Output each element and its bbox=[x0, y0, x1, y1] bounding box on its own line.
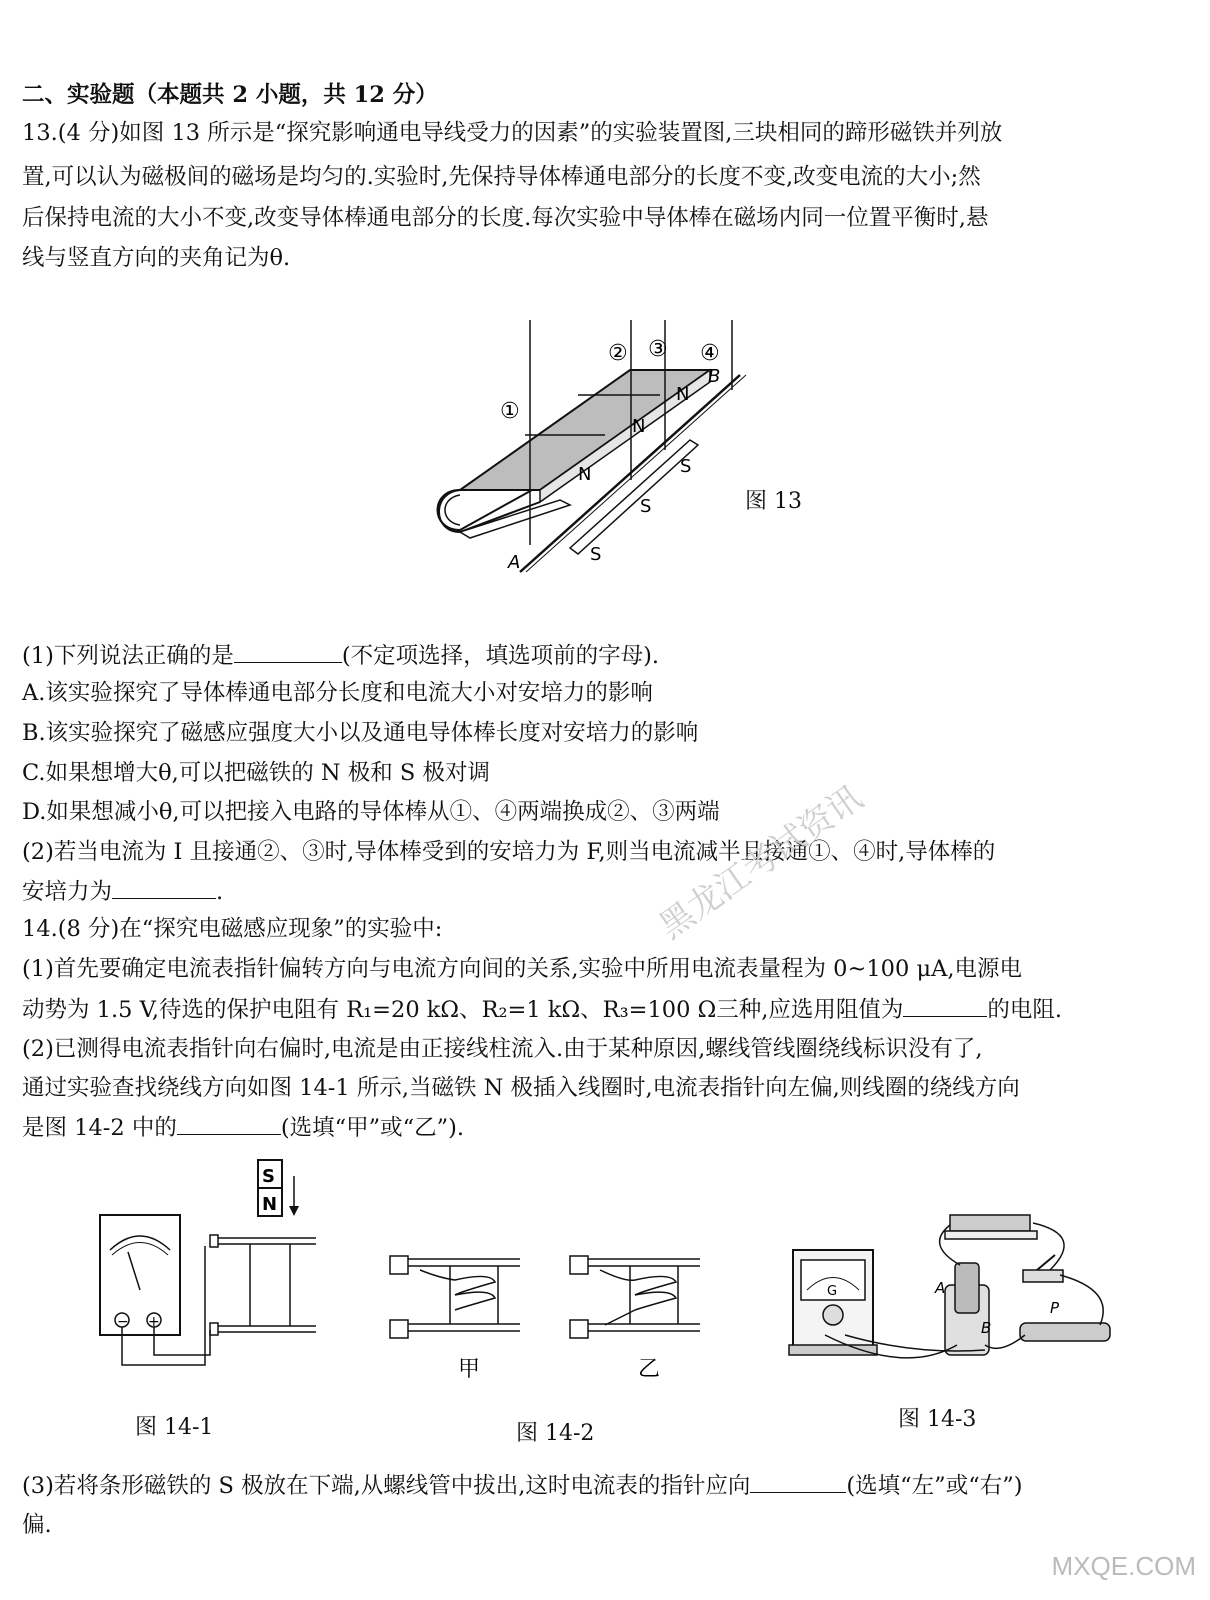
q13-option-a: A.该实验探究了导体棒通电部分长度和电流大小对安培力的影响 bbox=[22, 680, 653, 706]
figure-14-2-diagram bbox=[380, 1240, 710, 1390]
q14-sub2-suffix: (选填“甲”或“乙”). bbox=[280, 1115, 465, 1141]
q13-sub1-prefix: (1)下列说法正确的是 bbox=[22, 643, 234, 669]
answer-blank-13-1[interactable] bbox=[234, 640, 342, 663]
q14-sub1-suffix: 的电阻. bbox=[987, 997, 1063, 1023]
fig14-1-plus: + bbox=[148, 1314, 160, 1330]
answer-blank-13-2[interactable] bbox=[112, 876, 216, 899]
q14-sub1-line-1: (1)首先要确定电流表指针偏转方向与电流方向间的关系,实验中所用电流表量程为 0~100 μA,电源电 bbox=[22, 956, 1022, 982]
q13-line-2: 置,可以认为磁极间的磁场是均匀的.实验时,先保持导体棒通电部分的长度不变,改变电流的大小;然 bbox=[22, 164, 981, 190]
fig13-label-S1: S bbox=[590, 544, 602, 565]
figure-14-1-diagram bbox=[90, 1150, 330, 1380]
figure-14-3-caption: 图 14-3 bbox=[898, 1407, 977, 1432]
watermark-text: 黑龙江考试资讯 bbox=[652, 777, 870, 948]
q14-sub3-prefix: (3)若将条形磁铁的 S 极放在下端,从螺线管中拔出,这时电流表的指针应向 bbox=[22, 1473, 751, 1499]
fig13-label-one: ① bbox=[500, 399, 520, 424]
fig13-label-N3: N bbox=[676, 384, 690, 405]
fig14-2-jia: 甲 bbox=[458, 1357, 481, 1382]
fig13-label-N1: N bbox=[578, 464, 592, 485]
q13-option-b: B.该实验探究了磁感应强度大小以及通电导体棒长度对安培力的影响 bbox=[22, 720, 699, 746]
q14-sub2-line-3 bbox=[22, 1112, 464, 1143]
fig13-label-four: ④ bbox=[700, 341, 720, 366]
answer-blank-14-3[interactable] bbox=[750, 1470, 846, 1493]
q14-sub3-line-1 bbox=[22, 1470, 1022, 1501]
q14-sub3-suffix: (选填“左”或“右”) bbox=[846, 1473, 1023, 1499]
q14-sub1-line-2 bbox=[22, 994, 1062, 1025]
fig14-3-B: B bbox=[981, 1319, 992, 1337]
section-title: 二、实验题（本题共 2 小题，共 12 分） bbox=[22, 82, 438, 108]
figure-13-diagram bbox=[420, 320, 750, 580]
footer-logo: MXQE.COM bbox=[1051, 1551, 1196, 1581]
q14-intro: 14.(8 分)在“探究电磁感应现象”的实验中: bbox=[22, 916, 443, 942]
answer-blank-14-1[interactable] bbox=[903, 994, 987, 1017]
q13-line-3: 后保持电流的大小不变,改变导体棒通电部分的长度.每次实验中导体棒在磁场内同一位置平衡时,悬 bbox=[22, 205, 989, 231]
fig13-label-S3: S bbox=[680, 456, 692, 477]
q13-sub2-suffix: . bbox=[216, 879, 224, 905]
q13-sub1-suffix: (不定项选择，填选项前的字母). bbox=[341, 643, 660, 669]
q13-option-d: D.如果想减小θ,可以把接入电路的导体棒从①、④两端换成②、③两端 bbox=[22, 799, 720, 825]
fig14-2-yi: 乙 bbox=[638, 1357, 661, 1382]
fig13-label-N2: N bbox=[632, 416, 646, 437]
fig13-label-S2: S bbox=[640, 496, 652, 517]
q14-sub3-line-2: 偏. bbox=[22, 1512, 52, 1538]
q13-line-4: 线与竖直方向的夹角记为θ. bbox=[22, 245, 291, 271]
answer-blank-14-2[interactable] bbox=[177, 1112, 281, 1135]
fig13-label-two: ② bbox=[608, 341, 628, 366]
figure-14-2-caption: 图 14-2 bbox=[516, 1421, 595, 1446]
figure-13-caption: 图 13 bbox=[745, 489, 802, 514]
q13-sub2-line-1: (2)若当电流为 I 且接通②、③时,导体棒受到的安培力为 F,则当电流减半且接通①、④时,导体棒的 bbox=[22, 839, 996, 865]
q13-option-c: C.如果想增大θ,可以把磁铁的 N 极和 S 极对调 bbox=[22, 760, 490, 786]
q13-line-1: 13.(4 分)如图 13 所示是“探究影响通电导线受力的因素”的实验装置图,三块相同的蹄形磁铁并列放 bbox=[22, 120, 1003, 146]
fig13-label-B: B bbox=[708, 366, 721, 387]
q14-sub2-line-2: 通过实验查找绕线方向如图 14-1 所示,当磁铁 N 极插入线圈时,电流表指针向左偏,则线圈的绕线方向 bbox=[22, 1075, 1020, 1101]
q14-sub2-line-1: (2)已测得电流表指针向右偏时,电流是由正接线柱流入.由于某种原因,螺线管线圈绕线标识没有了, bbox=[22, 1036, 983, 1062]
figure-14-1-caption: 图 14-1 bbox=[135, 1415, 214, 1440]
fig14-3-P: P bbox=[1050, 1299, 1060, 1317]
fig14-3-A: A bbox=[935, 1279, 946, 1297]
q13-sub2-prefix: 安培力为 bbox=[22, 879, 113, 905]
fig14-1-N: N bbox=[262, 1194, 278, 1215]
q14-sub1-prefix: 动势为 1.5 V,待选的保护电阻有 R₁=20 kΩ、R₂=1 kΩ、R₃=100 Ω三种,应选用阻值为 bbox=[22, 997, 904, 1023]
fig13-label-A: A bbox=[508, 552, 521, 573]
fig13-label-three: ③ bbox=[648, 337, 668, 362]
q13-sub2-line-2 bbox=[22, 876, 223, 907]
q13-sub1 bbox=[22, 640, 659, 671]
fig14-1-minus: − bbox=[117, 1314, 129, 1330]
fig14-3-G: G bbox=[827, 1284, 838, 1299]
figure-14-3-diagram bbox=[785, 1205, 1125, 1375]
fig14-1-S: S bbox=[262, 1166, 275, 1187]
q14-sub2-prefix: 是图 14-2 中的 bbox=[22, 1115, 177, 1141]
